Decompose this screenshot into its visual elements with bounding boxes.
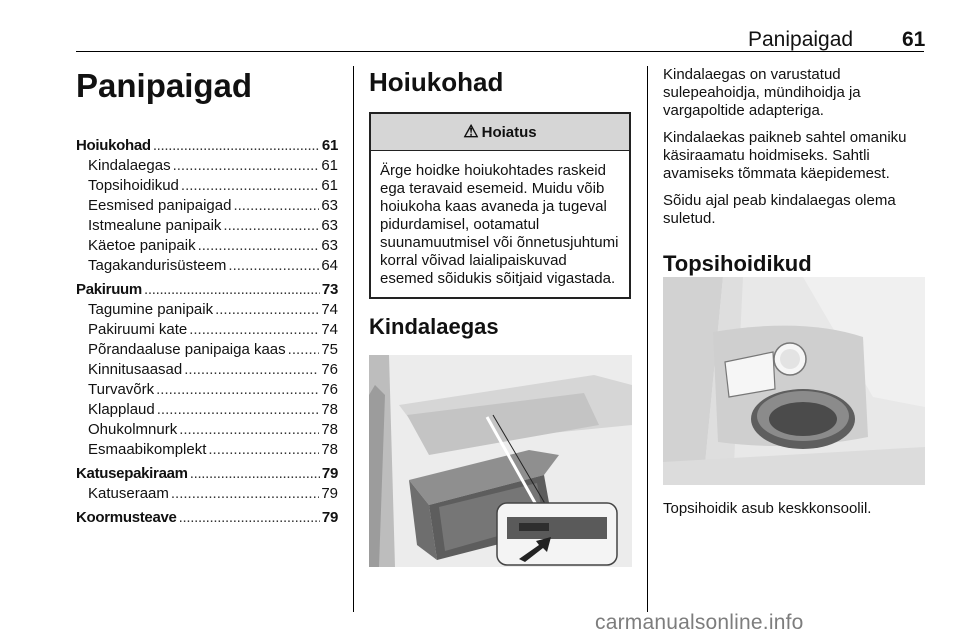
toc-entry[interactable] xyxy=(76,256,338,276)
toc-entry-page: 79 xyxy=(321,485,338,502)
toc-leader-dots xyxy=(228,256,319,276)
toc-entry[interactable] xyxy=(76,340,338,360)
toc-entry-page: 79 xyxy=(321,509,338,526)
toc-leader-dots xyxy=(179,420,319,440)
toc-entry[interactable] xyxy=(76,420,338,440)
toc-entry-label: Koormusteave xyxy=(76,509,177,526)
toc-entry-label: Põrandaaluse panipaiga kaas xyxy=(88,341,286,358)
warning-title: Hoiatus xyxy=(481,123,537,141)
paragraph: Kindalaekas paikneb sahtel omaniku käsiraamatu hoidmiseks. Sahtli avamiseks tõmmata käepidemest. xyxy=(663,129,907,182)
toc-entry[interactable] xyxy=(76,300,338,320)
toc-entry-label: Klapplaud xyxy=(88,401,155,418)
toc-entry-label: Käetoe panipaik xyxy=(88,237,196,254)
glovebox-title: Kindalaegas xyxy=(369,314,499,339)
toc-leader-dots xyxy=(190,464,320,484)
cupholder-illustration xyxy=(663,277,925,485)
cupholder-title: Topsihoidikud xyxy=(663,251,812,276)
toc-entry[interactable] xyxy=(76,484,338,504)
toc-entry-label: Pakiruumi kate xyxy=(88,321,188,338)
warning-box xyxy=(369,112,631,299)
table-of-contents xyxy=(76,136,338,528)
toc-entry-page: 64 xyxy=(321,257,338,274)
toc-entry-page: 78 xyxy=(321,401,338,418)
toc-entry-label: Ohukolmnurk xyxy=(88,421,178,438)
toc-entry-page: 73 xyxy=(321,281,338,298)
warning-triangle-icon: ⚠ xyxy=(463,122,479,141)
toc-entry-label: Turvavõrk xyxy=(88,381,155,398)
toc-leader-dots xyxy=(223,216,319,236)
toc-entry-label: Katuseraam xyxy=(88,485,169,502)
toc-entry-page: 63 xyxy=(321,197,338,214)
toc-entry-label: Pakiruum xyxy=(76,281,142,298)
right-column xyxy=(663,66,925,278)
toc-leader-dots xyxy=(189,320,319,340)
cupholder-caption: Topsihoidik asub keskkonsoolil. xyxy=(663,500,872,517)
toc-entry[interactable] xyxy=(76,508,338,528)
toc-entry[interactable] xyxy=(76,156,338,176)
column-divider xyxy=(353,66,354,612)
toc-leader-dots xyxy=(173,156,320,176)
toc-entry-label: Topsihoidikud xyxy=(88,177,179,194)
middle-column xyxy=(369,66,631,341)
toc-entry[interactable] xyxy=(76,320,338,340)
toc-entry-label: Tagakandurisüsteem xyxy=(88,257,227,274)
toc-entry-page: 63 xyxy=(321,217,338,234)
toc-entry-page: 76 xyxy=(321,361,338,378)
toc-entry-label: Katusepakiraam xyxy=(76,465,188,482)
toc-entry-page: 79 xyxy=(321,465,338,482)
toc-entry-page: 74 xyxy=(321,321,338,338)
toc-entry-page: 61 xyxy=(321,137,338,154)
toc-entry-label: Tagumine panipaik xyxy=(88,301,214,318)
toc-leader-dots xyxy=(184,360,319,380)
toc-entry-label: Hoiukohad xyxy=(76,137,151,154)
toc-leader-dots xyxy=(179,508,320,528)
section-title: Hoiukohad xyxy=(369,67,504,97)
toc-entry[interactable] xyxy=(76,136,338,156)
toc-leader-dots xyxy=(157,400,320,420)
toc-entry[interactable] xyxy=(76,236,338,256)
toc-entry[interactable] xyxy=(76,380,338,400)
toc-entry-page: 61 xyxy=(321,177,338,194)
toc-entry[interactable] xyxy=(76,464,338,484)
toc-entry-page: 63 xyxy=(321,237,338,254)
toc-entry-page: 76 xyxy=(321,381,338,398)
header-rule xyxy=(76,51,924,52)
toc-entry[interactable] xyxy=(76,360,338,380)
warning-text: Ärge hoidke hoiukohtades raskeid ega teravaid esemeid. Muidu võib hoiukoha kaas avaneda ja tugeval pidurdamisel, ootamatul suunamuutmisel või õnnetusjuhtumi korral võivad laialipaiskuvad esemed sõidukis sõitjaid vigastada. xyxy=(380,162,619,287)
toc-leader-dots xyxy=(153,136,320,156)
toc-entry-label: Kindalaegas xyxy=(88,157,171,174)
toc-leader-dots xyxy=(215,300,319,320)
toc-leader-dots xyxy=(156,380,319,400)
paragraph: Kindalaegas on varustatud sulepeahoidja, mündihoidja ja vargapoltide adapteriga. xyxy=(663,66,861,119)
page-number: 61 xyxy=(902,28,926,51)
toc-leader-dots xyxy=(288,340,320,360)
toc-entry[interactable] xyxy=(76,440,338,460)
toc-leader-dots xyxy=(233,196,319,216)
column-divider xyxy=(647,66,648,612)
page-header-title: Panipaigad xyxy=(748,28,854,51)
toc-entry[interactable] xyxy=(76,400,338,420)
warning-header xyxy=(371,114,629,151)
toc-entry-label: Esmaabikomplekt xyxy=(88,441,207,458)
toc-entry[interactable] xyxy=(76,196,338,216)
toc-entry[interactable] xyxy=(76,216,338,236)
toc-leader-dots xyxy=(208,440,319,460)
toc-entry-page: 78 xyxy=(321,421,338,438)
toc-entry[interactable] xyxy=(76,280,338,300)
glovebox-illustration xyxy=(369,355,632,567)
toc-entry-label: Kinnitusaasad xyxy=(88,361,183,378)
toc-entry-label: Eesmised panipaigad xyxy=(88,197,232,214)
toc-entry[interactable] xyxy=(76,176,338,196)
watermark: carmanualsonline.info xyxy=(595,611,804,634)
toc-entry-label: Istmealune panipaik xyxy=(88,217,222,234)
toc-entry-page: 74 xyxy=(321,301,338,318)
toc-leader-dots xyxy=(198,236,320,256)
paragraph: Sõidu ajal peab kindalaegas olema suletud. xyxy=(663,192,896,227)
chapter-title: Panipaigad xyxy=(76,67,253,104)
toc-entry-page: 78 xyxy=(321,441,338,458)
toc-leader-dots xyxy=(171,484,319,504)
toc-column xyxy=(76,66,338,528)
toc-entry-page: 61 xyxy=(321,157,338,174)
toc-leader-dots xyxy=(144,280,320,300)
toc-leader-dots xyxy=(181,176,319,196)
toc-entry-page: 75 xyxy=(321,341,338,358)
